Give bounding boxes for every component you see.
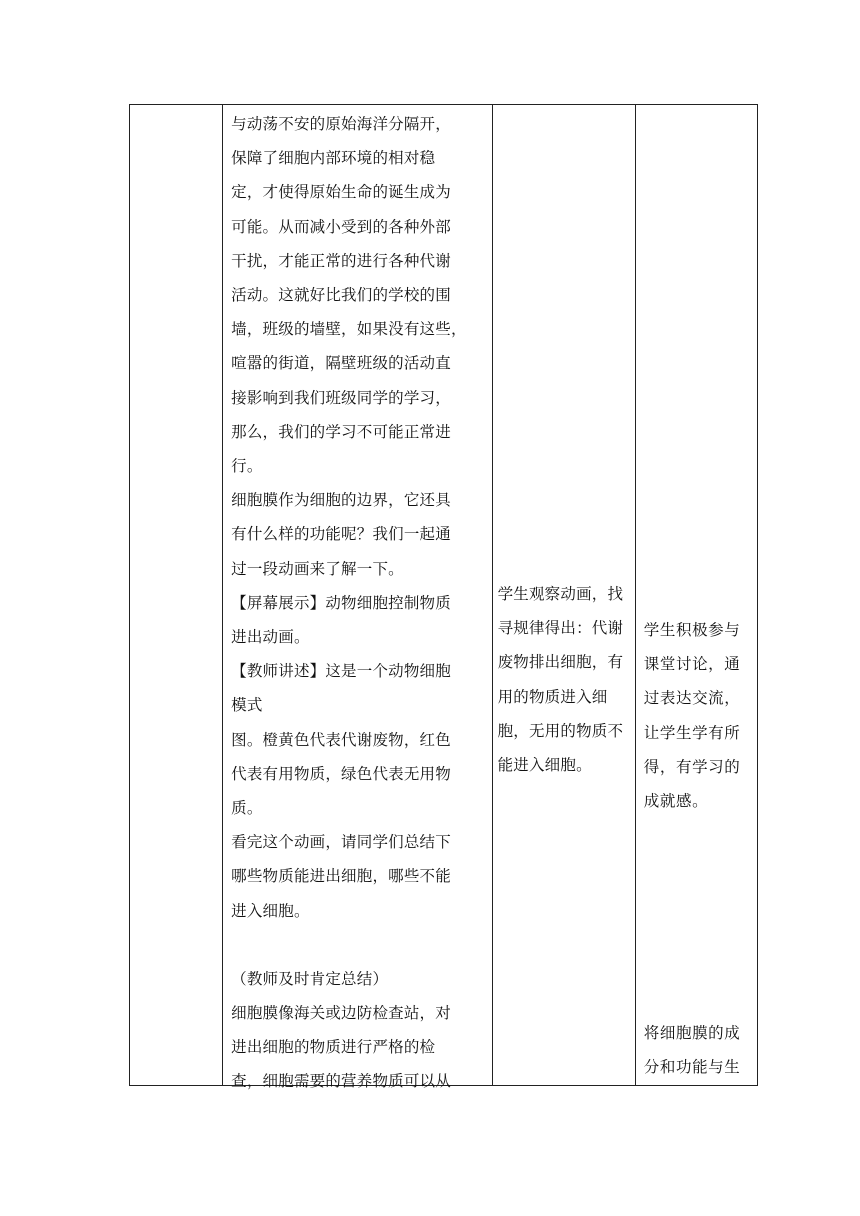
teacher-paragraph-screen: 【屏幕展示】动物细胞控制物质 进出动画。 — [231, 593, 451, 647]
table-row — [130, 105, 758, 1086]
student-activity-text: 学生观察动画，找 寻规律得出：代谢 废物排出细胞，有 用的物质进入细 胞，无用的物质不 能进入细胞。 — [497, 585, 624, 775]
stage-cell — [130, 105, 223, 1086]
blank-line — [231, 928, 485, 962]
design-intent-text-1: 学生积极参与 课堂讨论，通 过表达交流， 让学生学有所 得，有学习的 成就感。 — [643, 621, 741, 811]
teacher-paragraph-question: 细胞膜作为细胞的边界，它还具 有什么样的功能呢？我们一起通 过一段动画来了解一下。 — [231, 491, 451, 578]
lesson-plan-table — [129, 104, 758, 1091]
design-intent-cell — [635, 105, 757, 1086]
teacher-paragraph-affirm: （教师及时肯定总结） — [231, 969, 389, 988]
teacher-paragraph-boundary: 与动荡不安的原始海洋分隔开， 保障了细胞内部环境的相对稳 定，才使得原始生命的诞生成为 可能。从而减小受到的各种外部 干扰，才能正常的进行各种代谢 活动。这就好比我们的学校的围 墙，班级的墙壁，如果没有这些， 喧嚣的街道，隔壁班级的活动直 接影响到我们班级同学的学习， 那么，我们的学习不可能正常进 行。 — [231, 115, 467, 476]
design-intent-text-2: 将细胞膜的成 分和功能与生 — [643, 1024, 741, 1077]
teacher-paragraph-explain: 【教师讲述】这是一个动物细胞 模式 图。橙黄色代表代谢废物，红色 代表有用物质，绿色代表无用物 质。 — [231, 662, 451, 818]
student-activity-cell — [492, 105, 635, 1086]
teacher-paragraph-analogy: 细胞膜像海关或边防检查站，对 进出细胞的物质进行严格的检 查，细胞需要的营养物质可以从 — [231, 1004, 451, 1091]
teacher-paragraph-summary-prompt: 看完这个动画，请同学们总结下 哪些物质能进出细胞，哪些不能 进入细胞。 — [231, 833, 451, 920]
teacher-activity-cell — [223, 105, 492, 1091]
